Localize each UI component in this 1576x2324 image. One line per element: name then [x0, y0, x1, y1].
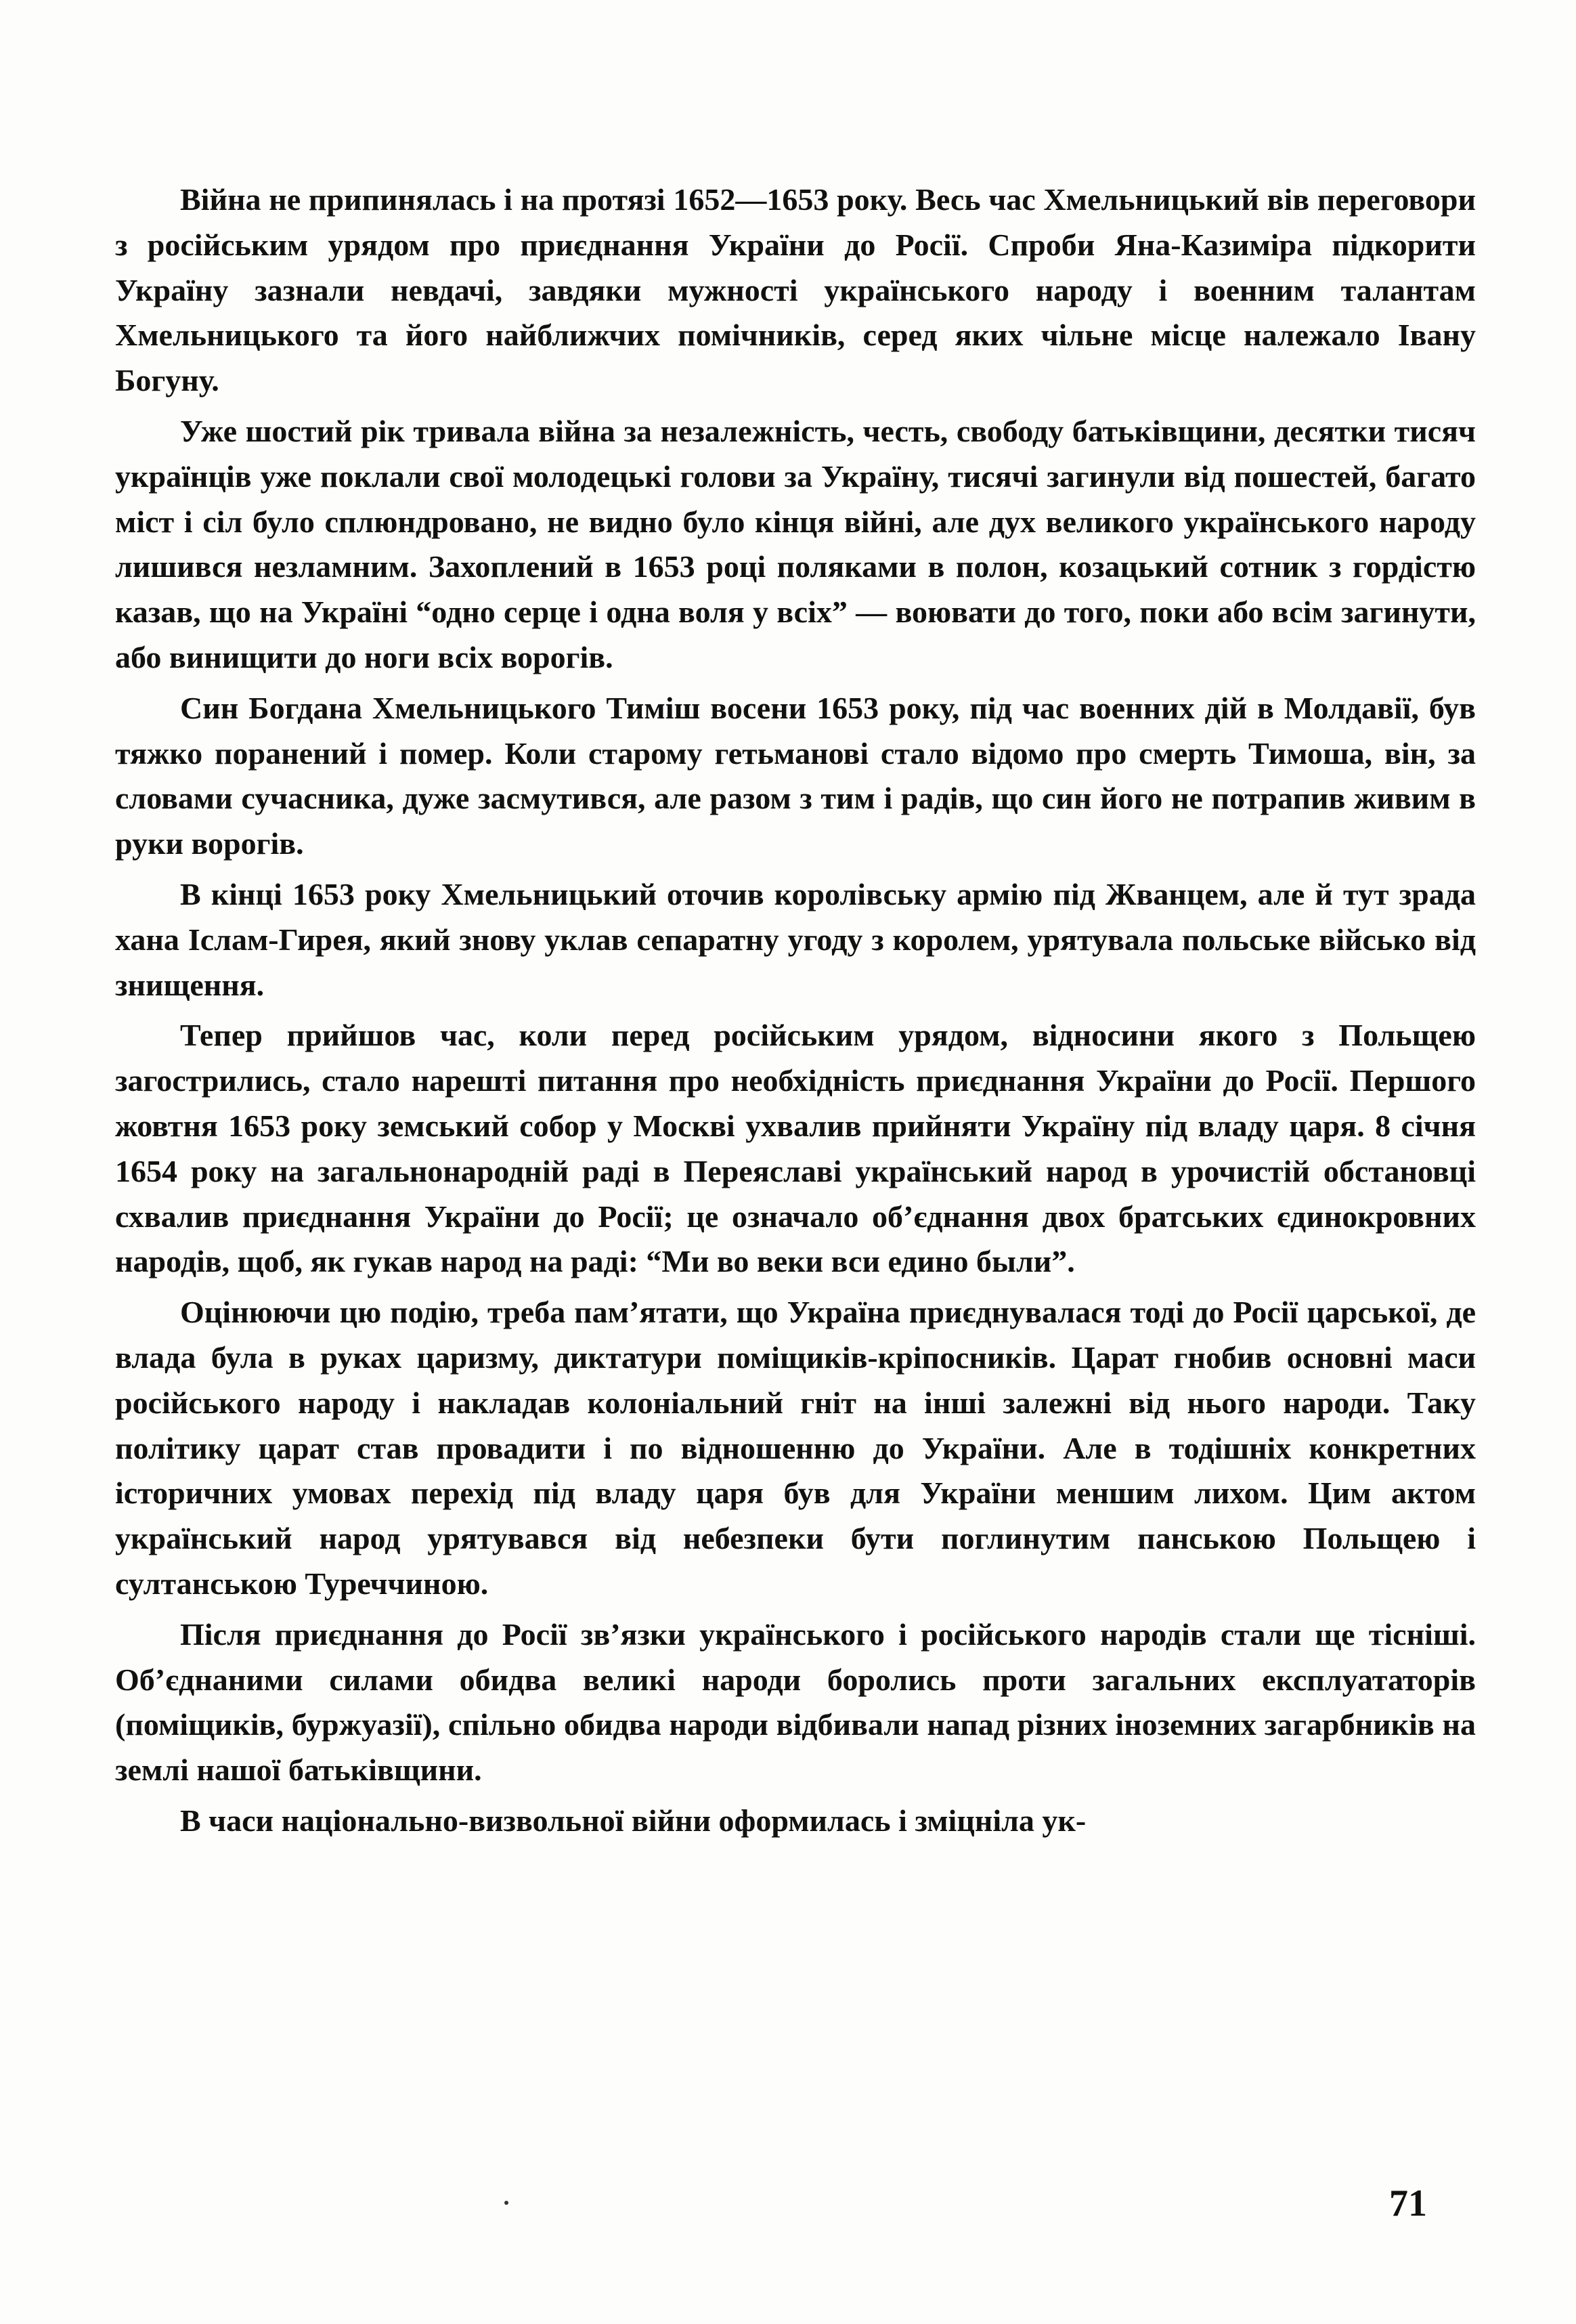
paragraph-3: Син Богдана Хмельницького Тиміш восени 1653 року, під час военних дій в Молдавії, був тяжко поранений і помер. Коли старому гетьманові стало відомо про смерть Тимоша, він, за словами сучасника, дуже засмутився, але разом з тим і радів, що син його не потрапив живим в руки ворогів. [115, 690, 1476, 861]
paragraph-4: В кінці 1653 року Хмельницький оточив королівську армію під Жванцем, але й тут зрада хана Іслам-Гирея, який знову уклав сепаратну угоду з королем, урятувала польське військо від знищення. [115, 876, 1476, 1002]
paragraph-7: Після приєднання до Росії зв’язки українського і російського народів стали ще тісніші. Об’єднаними силами обидва великі народи боролись проти загальних експлуататорів (поміщиків, буржуазії), спільно обидва народи відбивали напад різних іноземних загарбників на землі нашої батьківщини. [115, 1616, 1476, 1788]
paragraph-2: Уже шостий рік тривала війна за незалежність, честь, свободу батьківщини, десятки тисяч українців уже поклали свої молодецькі голови за Україну, тисячі загинули від пошестей, багато міст і сіл було сплюндровано, не видно було кінця війні, але дух великого українського народу лишився незламним. Захоплений в 1653 році поляками в полон, козацький сотник з гордістю казав, що на Україні “одно серце і одна воля у всіх” — воювати до того, поки або всім загинути, або винищити до ноги всіх ворогів. [115, 413, 1476, 674]
body-text [115, 177, 1476, 1849]
paragraph-5: Тепер прийшов час, коли перед російським урядом, відносини якого з Польщею загострились, стало нарешті питання про необхідність приєднання України до Росії. Першого жовтня 1653 року земський собор у Москві ухвалив прийняти Україну під владу царя. 8 січня 1654 року на загальнонародній раді в Переяславі український народ в урочистій обстановці схвалив приєднання України до Росії; це означало об’єднання двох братських єдинокровних народів, щоб, як гукав народ на раді: “Ми во веки вси едино были”. [115, 1018, 1476, 1279]
paragraph-1: Війна не припинялась і на протязі 1652—1653 року. Весь час Хмельницький вів переговори з російським урядом про приєднання України до Росії. Спроби Яна-Казиміра підкорити Україну зазнали невдачі, завдяки мужності українського народу і военним талантам Хмельницького та його найближчих помічників, серед яких чільне місце належало Івану Богуну. [115, 182, 1476, 398]
print-speck [504, 2201, 508, 2205]
paragraph-6: Оцінюючи цю подію, треба пам’ятати, що Україна приєднувалася тоді до Росії царської, де влада була в руках царизму, диктатури поміщиків-кріпосників. Царат гнобив основні маси російського народу і накладав колоніальний гніт на інші залежні від нього народи. Таку політику царат став провадити і по відношенню до України. Але в тодішніх конкретних історичних умовах перехід під владу царя був для України меншим лихом. Цим актом український народ урятувався від небезпеки бути поглинутим панською Польщею і султанською Туреччиною. [115, 1295, 1476, 1601]
page-number: 71 [1389, 2182, 1427, 2224]
paragraph-8: В часи національно-визвольної війни оформилась і зміцніла ук- [180, 1803, 1087, 1838]
